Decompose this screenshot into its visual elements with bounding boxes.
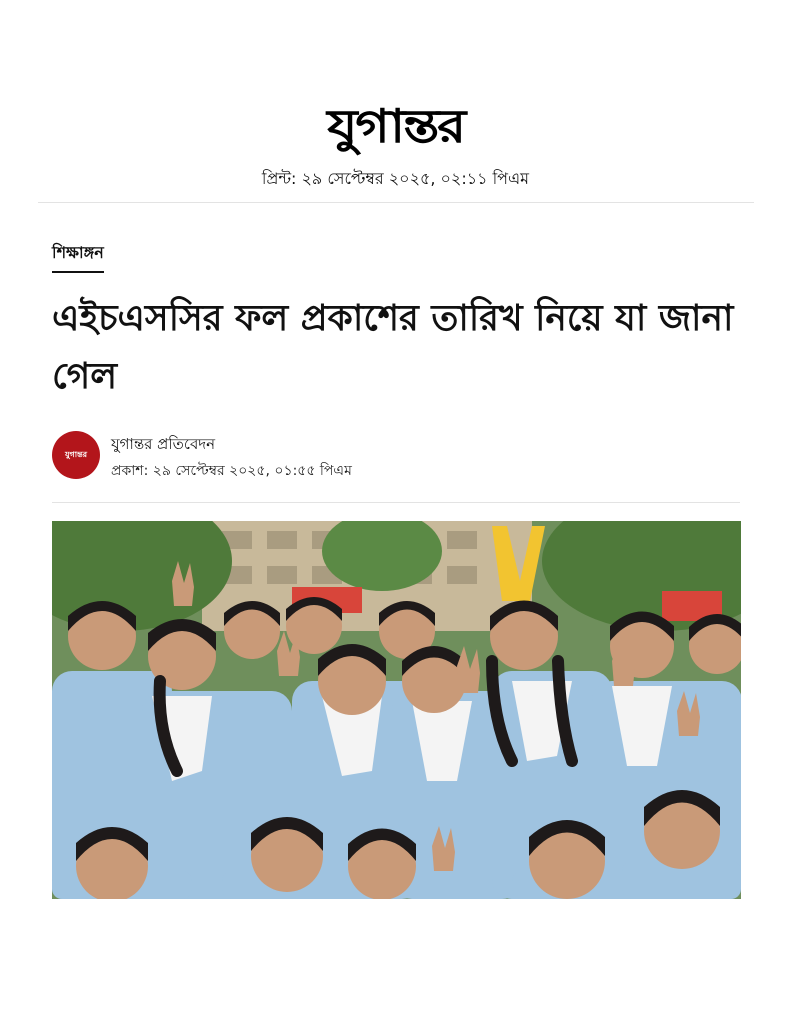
photo-illustration	[52, 521, 741, 899]
category-link[interactable]: শিক্ষাঙ্গন	[52, 240, 104, 273]
print-date: প্রিন্ট: ২৯ সেপ্টেম্বর ২০২৫, ০২:১১ পিএম	[261, 169, 530, 188]
divider	[38, 202, 754, 203]
logo-wrapper[interactable]	[0, 100, 791, 152]
author-name[interactable]: যুগান্তর প্রতিবেদন	[111, 435, 216, 453]
site-logo[interactable]: যুগান্তর	[327, 99, 464, 153]
divider	[52, 502, 740, 503]
article-headline: এইচএসসির ফল প্রকাশের তারিখ নিয়ে যা জানা গেল	[52, 298, 734, 397]
avatar-logo-text: যুগান্তর	[64, 449, 88, 459]
author-avatar[interactable]	[52, 431, 100, 479]
publish-time: প্রকাশ: ২৯ সেপ্টেম্বর ২০২৫, ০১:৫৫ পিএম	[111, 463, 352, 479]
article-photo	[52, 521, 741, 899]
